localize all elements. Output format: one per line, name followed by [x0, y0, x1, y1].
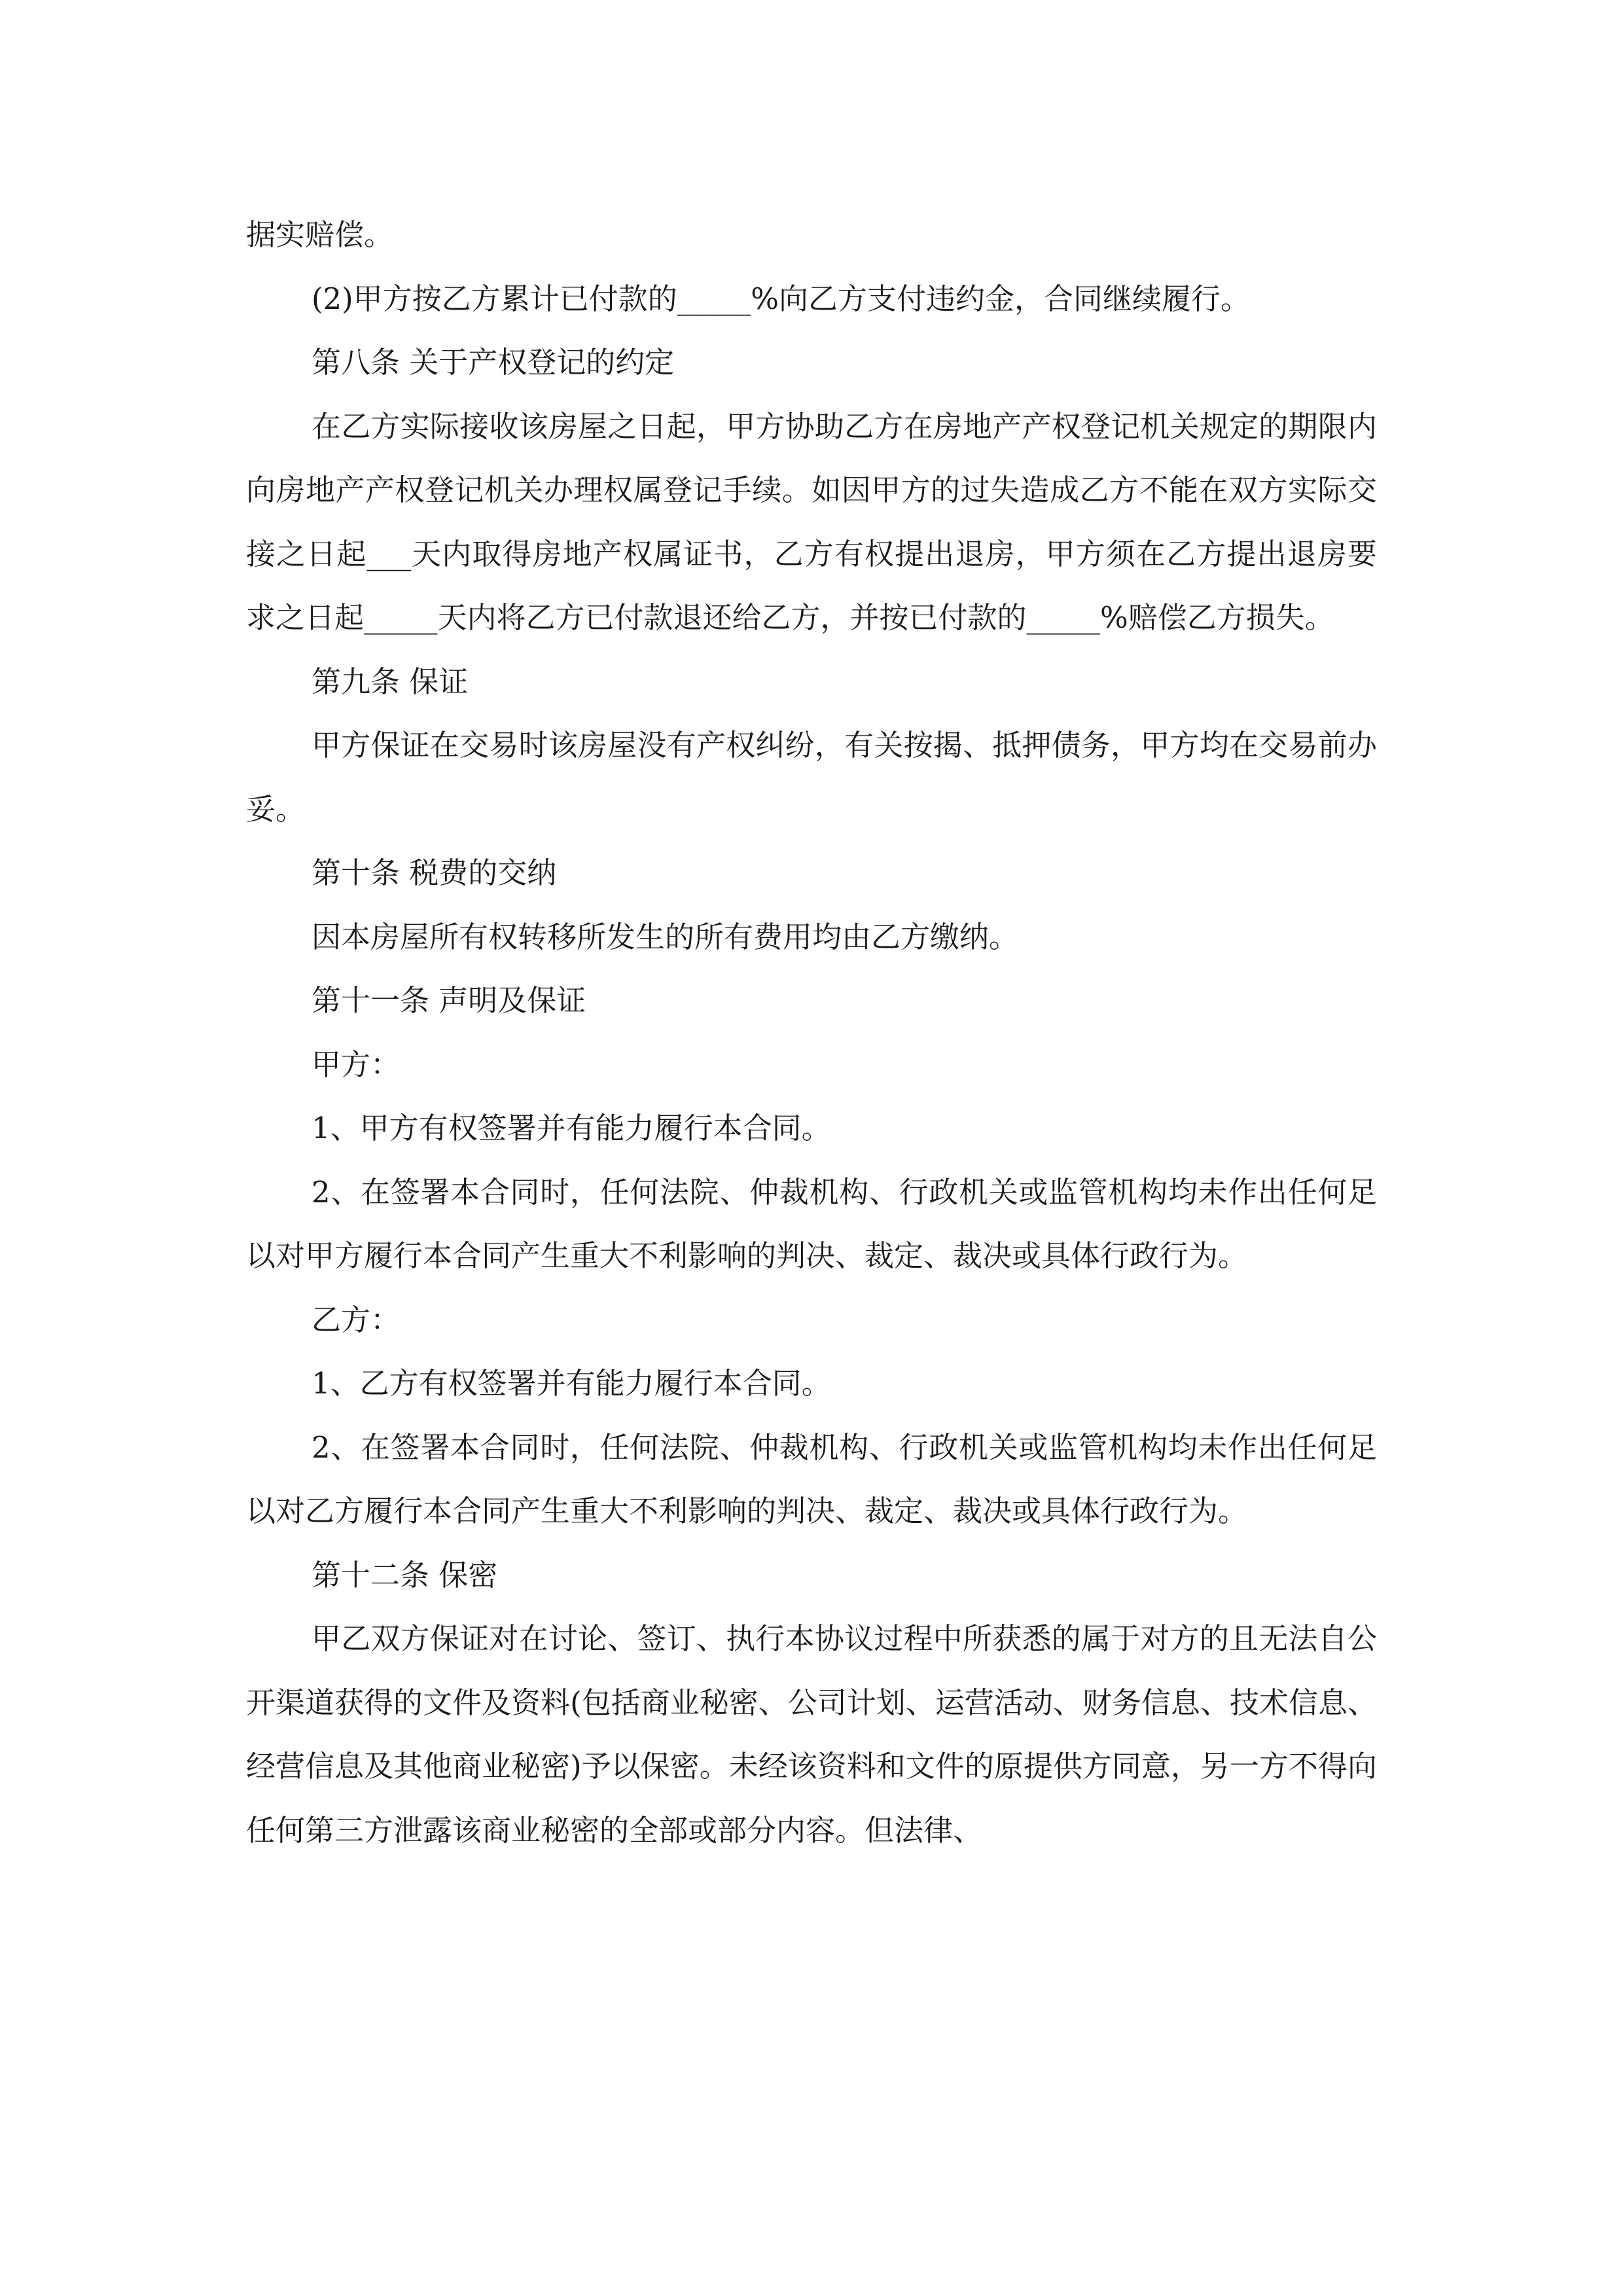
article-9-body: 甲方保证在交易时该房屋没有产权纠纷，有关按揭、抵押债务，甲方均在交易前办妥。 — [246, 728, 1377, 827]
party-a-label: 甲方： — [312, 1047, 401, 1082]
party-b-item-1: 1、乙方有权签署并有能力履行本合同。 — [312, 1366, 831, 1401]
article-8-body: 在乙方实际接收该房屋之日起，甲方协助乙方在房地产产权登记机关规定的期限内向房地产产权登记机关办理权属登记手续。如因甲方的过失造成乙方不能在双方实际交接之日起___天内取得房地产权属证书，乙方有权提出退房，甲方须在乙方提出退房要求之日起_____天内将乙方已付款退还给乙方，并按已付款的_____%赔偿乙方损失。 — [246, 408, 1377, 635]
party-b-label: 乙方： — [312, 1302, 401, 1337]
document-body — [246, 203, 1377, 1862]
party-b-item-2: 2、在签署本合同时，任何法院、仲裁机构、行政机关或监管机构均未作出任何足以对乙方履行本合同产生重大不利影响的判决、裁定、裁决或具体行政行为。 — [246, 1429, 1377, 1528]
article-12-body: 甲乙双方保证对在讨论、签订、执行本协议过程中所获悉的属于对方的且无法自公开渠道获得的文件及资料(包括商业秘密、公司计划、运营活动、财务信息、技术信息、经营信息及其他商业秘密)予以保密。未经该资料和文件的原提供方同意，另一方不得向任何第三方泄露该商业秘密的全部或部分内容。但法律、 — [246, 1621, 1377, 1848]
article-12-heading: 第十二条 保密 — [312, 1557, 498, 1592]
article-11-heading: 第十一条 声明及保证 — [312, 983, 586, 1018]
article-9-heading: 第九条 保证 — [312, 664, 469, 699]
article-10-heading: 第十条 税费的交纳 — [312, 855, 557, 890]
article-10-body: 因本房屋所有权转移所发生的所有费用均由乙方缴纳。 — [312, 919, 1019, 954]
party-a-item-2: 2、在签署本合同时，任何法院、仲裁机构、行政机关或监管机构均未作出任何足以对甲方履行本合同产生重大不利影响的判决、裁定、裁决或具体行政行为。 — [246, 1174, 1377, 1273]
party-a-item-1: 1、甲方有权签署并有能力履行本合同。 — [312, 1111, 831, 1145]
paragraph-penalty-clause: (2)甲方按乙方累计已付款的_____%向乙方支付违约金，合同继续履行。 — [312, 281, 1251, 316]
article-8-heading: 第八条 关于产权登记的约定 — [312, 345, 675, 380]
paragraph-continuation: 据实赔偿。 — [246, 217, 394, 252]
